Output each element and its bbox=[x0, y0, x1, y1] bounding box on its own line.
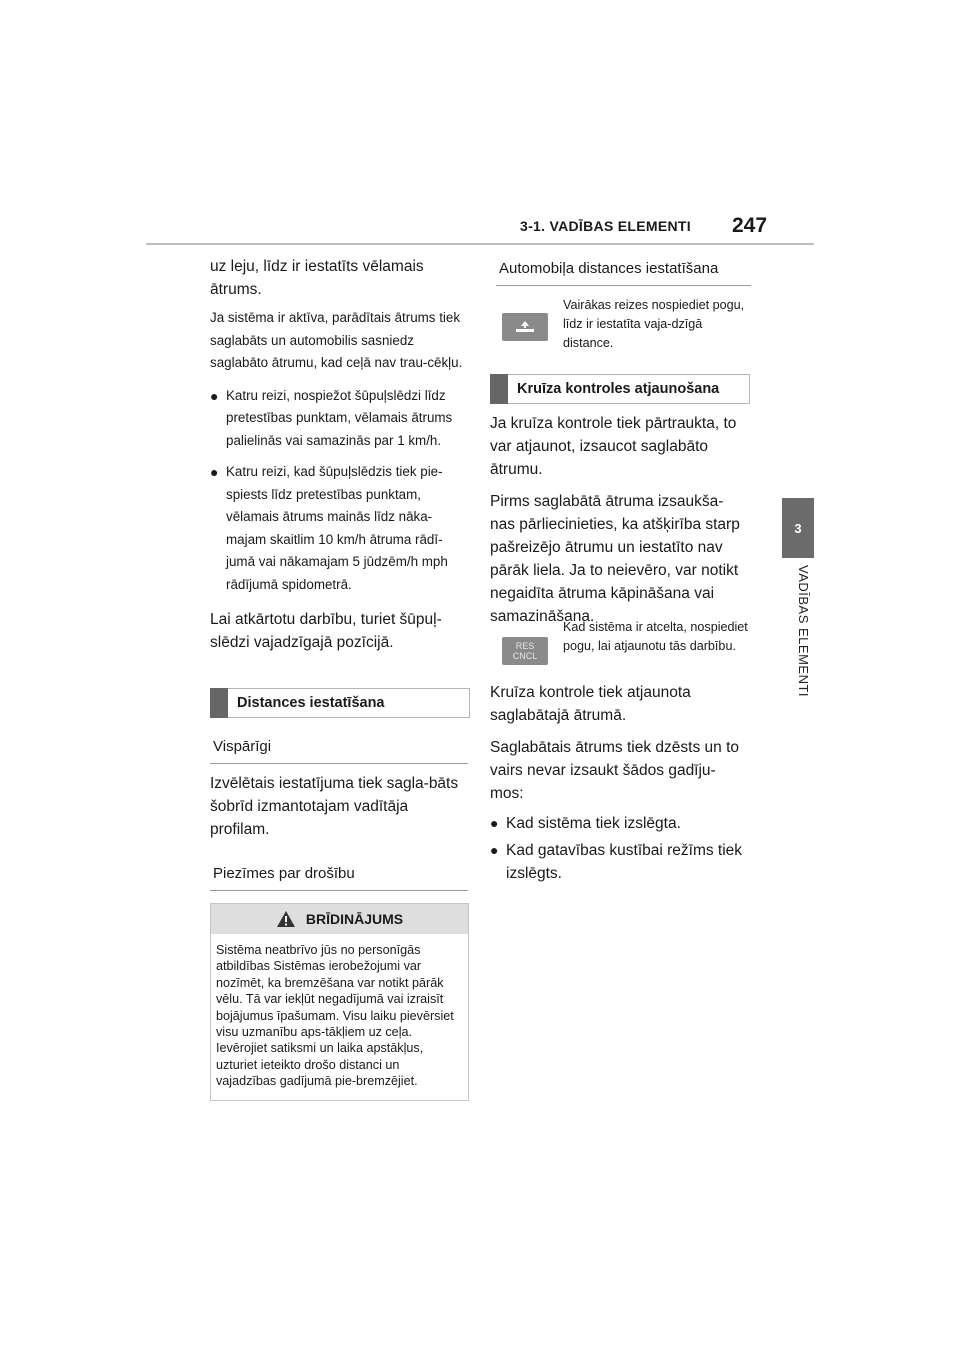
warning-header bbox=[211, 904, 468, 934]
car-distance-icon bbox=[513, 320, 537, 334]
section-heading-bar bbox=[210, 688, 228, 718]
right-column bbox=[490, 412, 748, 628]
bullet-icon: ● bbox=[210, 464, 219, 480]
deleted-text: Saglabātais ātrums tiek dzēsts un to vairs nevar izsaukt šādos gadīju-mos: bbox=[490, 739, 739, 802]
note-text: Ja sistēma ir aktīva, parādītais ātrums tiek saglabāts un automobilis sasniedz saglabāto ātrumu, kad ceļā nav trau-cēkļu. bbox=[210, 310, 463, 370]
section-heading-resume bbox=[490, 374, 750, 404]
page-number: 247 bbox=[732, 214, 768, 237]
left-column bbox=[210, 255, 468, 654]
section-heading-label: Distances iestatīšana bbox=[237, 695, 385, 711]
list-item bbox=[490, 812, 748, 835]
res-cncl-button-icon bbox=[502, 637, 548, 665]
chapter-tab-label: VADĪBAS ELEMENTI bbox=[796, 565, 811, 698]
res-label: RES bbox=[515, 641, 535, 651]
cncl-label: CNCL bbox=[512, 651, 538, 661]
repeat-text: Lai atkārtotu darbību, turiet šūpuļ-slēdzi vajadzīgajā pozīcijā. bbox=[210, 611, 442, 651]
list-item-text: Kad gatavības kustībai režīms tiek izslēgts. bbox=[506, 842, 743, 882]
chapter-tab: 3 bbox=[782, 498, 814, 558]
distance-button-icon bbox=[502, 313, 548, 341]
subheading-distance-setting: Automobiļa distances iestatīšana bbox=[496, 260, 751, 286]
list-item-text: Katru reizi, kad šūpuļslēdzis tiek pie-spiests līdz pretestības punktam, vēlamais ātrums mainās līdz nāka-majam skaitlim 10 km/h ātruma rādī-jumā vai nākamajam 5 jūdzēm/h mph rādījumā spidometrā. bbox=[226, 464, 448, 592]
section-heading-label: Kruīza kontroles atjaunošana bbox=[517, 381, 720, 397]
general-text: Izvēlētais iestatījuma tiek sagla-bāts šobrīd izmantotajam vadītāja profilam. bbox=[210, 775, 459, 838]
list-item bbox=[490, 839, 748, 885]
subheading-safety: Piezīmes par drošību bbox=[210, 865, 468, 891]
list-item-text: Kad sistēma tiek izslēgta. bbox=[506, 815, 681, 832]
running-header-section: 3-1. VADĪBAS ELEMENTI bbox=[520, 218, 691, 234]
right-column-lower bbox=[490, 681, 748, 885]
resumed-text: Kruīza kontrole tiek atjaunota saglabātajā ātrumā. bbox=[490, 684, 691, 724]
warning-text: Sistēma neatbrīvo jūs no personīgās atbildības Sistēmas ierobežojumi var nozīmēt, ka bremzēšana var notikt pārāk vēlu. Tā var iekļūt negadījumā vai izraisīt bojājumus īpašumam. Visu laiku pievērsiet visu uzmanību aps-tākļiem uz ceļa. Ievērojiet satiksmi un laika apstākļus, uzturiet ieteikto drošo distanci un vajadzības gadījumā pie-bremzējiet. bbox=[216, 943, 454, 1089]
list-item-text: Katru reizi, nospiežot šūpuļslēdzi līdz pretestības punktam, vēlamais ātrums palielinās vai samazinās par 1 km/h. bbox=[226, 387, 453, 448]
warning-icon bbox=[276, 910, 296, 928]
res-caption: Kad sistēma ir atcelta, nospiediet pogu, lai atjaunotu tās darbību. bbox=[563, 620, 748, 653]
list-item bbox=[210, 385, 468, 453]
bullet-icon: ● bbox=[210, 387, 219, 404]
section-heading-distance bbox=[210, 688, 470, 718]
header-rule bbox=[146, 243, 814, 245]
bullet-icon: ● bbox=[490, 842, 499, 858]
distance-caption: Vairākas reizes nospiediet pogu, līdz ir iestatīta vaja-dzīgā distance. bbox=[563, 298, 745, 350]
intro-text: uz leju, līdz ir iestatīts vēlamais ātrums. bbox=[210, 258, 424, 298]
bullet-icon: ● bbox=[490, 815, 499, 831]
resume-text-1: Ja kruīza kontrole tiek pārtraukta, to var atjaunot, izsaucot saglabāto ātrumu. bbox=[490, 415, 737, 478]
warning-title: BRĪDINĀJUMS bbox=[305, 911, 404, 927]
resume-text-2: Pirms saglabātā ātruma izsaukša-nas pārliecinieties, ka atšķirība starp pašreizējo ātrumu un iestatīto nav pārāk liela. Ja to neievēro, var notikt negaidīta ātruma kāpināšana vai samazināšana. bbox=[490, 493, 740, 625]
list-item bbox=[210, 461, 468, 596]
section-heading-bar bbox=[490, 374, 508, 404]
subheading-general: Vispārīgi bbox=[210, 738, 468, 764]
warning-box bbox=[210, 903, 469, 1101]
